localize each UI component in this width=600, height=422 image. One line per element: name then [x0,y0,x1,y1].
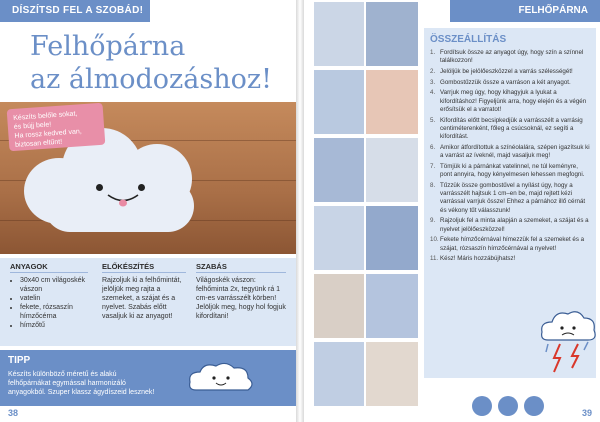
step-photo [314,70,418,134]
step-item: 10. Fekete hímzőcérnával hímezzük fel a szemeket és a szájat, rózsaszín hímzőcérnával a nyelvet! [430,236,585,252]
list-item: • 30x40 cm világoskék vászon [20,276,88,294]
cutting-heading: SZABÁS [196,262,286,273]
materials-column [10,262,88,330]
tip-title: TIPP [8,355,31,366]
title-line-2: az álmodozáshoz! [30,64,272,95]
book-gutter [296,0,304,422]
cutting-text: Világoskék vászon: felhőminta 2x, tegyünk rá 1 cm-es varrásszélt körben! Jelöljük meg, hogy hol fogjuk kifordítani! [196,277,286,320]
left-page [0,0,296,422]
step-photo [314,274,418,338]
step-photo [314,206,418,270]
page-title [30,30,280,96]
step-item: 2. Jelöljük be jelölőeszközzel a varrás szélességét! [430,67,573,75]
step-item: 8. Tűzzük össze gombostűvel a nyílást úgy, hogy a varrásszélt hajtsuk 1 cm–en be, majd rejtett kézi varrással varrjuk össze! Ehhez a párnához illő cérnát és vékony tűt válasszunk! [430,181,586,214]
speech-bubble: Készíts belőle sokat, és bújj bele! Ha rossz kedved van, biztosan eltűnt! [7,103,106,152]
step-photo [314,2,418,66]
step-photo-grid [314,2,418,422]
difficulty-icon [472,396,492,416]
list-item: • vatelin [20,294,88,303]
step-item: 3. Gombostűzzük össze a varráson a két anyagot. [430,78,571,86]
small-cloud-icon [186,360,256,396]
cutting-column [196,262,286,321]
step-item: 7. Tömjük ki a párnánkat vatelinnel, ne túl keményre, pont annyira, hogy kényelmesen lehessen megfogni. [430,162,585,179]
prep-column [102,262,186,321]
steps-heading: ÖSSZEÁLLÍTÁS [430,34,507,45]
step-item: 9. Rajzoljuk fel a minta alapján a szemeket, a szájat és a nyelvet jelölőeszközzel! [430,217,589,233]
tip-text: Készíts különböző méretű és alakú felhőpárnákat egymással harmonizáló anyagokból. Szuper klassz ágydíszeid lesznek! [8,371,155,396]
page-number: 38 [8,408,19,418]
sewing-machine-icon [524,396,544,416]
step-photo [314,138,418,202]
step-photo [314,342,418,406]
section-banner: DÍSZÍTSD FEL A SZOBÁD! [0,0,150,22]
list-item: • fekete, rózsaszín hímzőcérna [20,303,88,321]
right-page [304,0,600,422]
info-panel [0,258,296,346]
step-item: 1. Fordítsuk össze az anyagot úgy, hogy szín a színnel találkozzon! [430,49,584,65]
page-number: 39 [581,408,592,418]
materials-heading: ANYAGOK [10,262,88,273]
thundercloud-icon [540,306,596,386]
cloud-pillow-photo [0,102,296,254]
prep-heading: ELŐKÉSZÍTÉS [102,262,186,273]
step-item: 11. Kész! Máris hozzábújhatsz! [430,255,516,263]
step-item: 5. Kifordítás előtt becsipkedjük a varrásszélt a varrásig centiméterenként, főleg a csúcsoknál, ez segíti a kifordítást. [430,116,583,141]
list-item: • hímzőtű [20,321,88,330]
step-item: 6. Amikor átfordítottuk a színéolalára, szépen igazítsuk ki a varrást az íveknél, majd vasaljuk meg! [430,143,590,160]
difficulty-icons [472,396,558,418]
step-item: 4. Varrjuk meg úgy, hogy kihagyjuk a lyukat a kifordításhoz! Figyeljünk arra, hogy elején és a végén erősítsük el a varratot! [430,89,587,113]
title-line-1: Felhőpárna [30,31,186,62]
prep-text: Rajzoljuk ki a felhőmintát, jelöljük meg rajta a szemeket, a szájat és a nyelvet. Szabás előtt vasaljuk ki az anyagot! [102,277,182,320]
time-icon [498,396,518,416]
section-banner: FELHŐPÁRNA [450,0,600,22]
